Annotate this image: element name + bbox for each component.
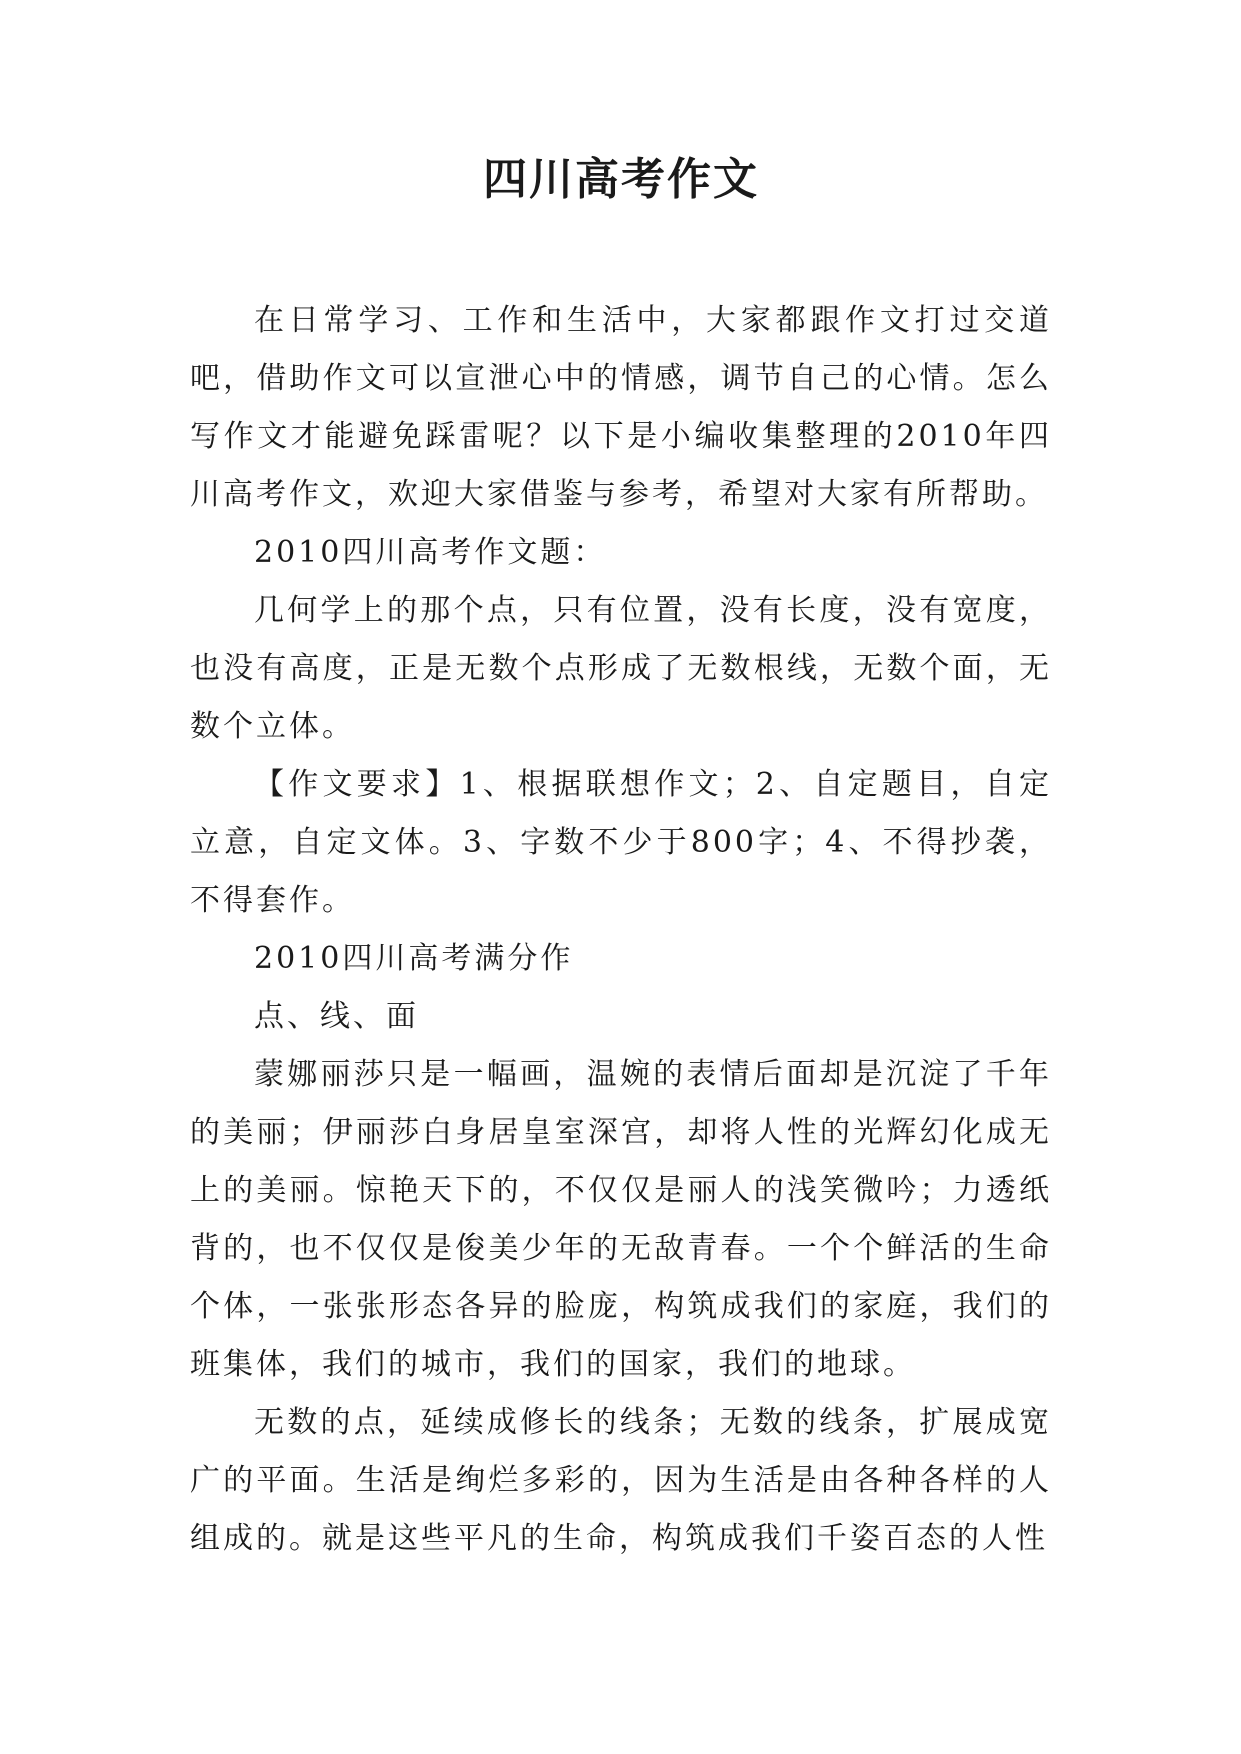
paragraph-essay-heading: 2010四川高考满分作: [254, 941, 574, 976]
paragraph-essay-2: 无数的点，延续成修长的线条；无数的线条，扩展成宽广的平面。生活是绚烂多彩的，因为生活是由各种各样的人组成的。就是这些平凡的生命，构筑成我们千姿百态的人性: [190, 1405, 1052, 1556]
paragraph-essay-1: 蒙娜丽莎只是一幅画，温婉的表情后面却是沉淀了千年的美丽；伊丽莎白身居皇室深宫，却将人性的光辉幻化成无上的美丽。惊艳天下的，不仅仅是丽人的浅笑微吟；力透纸背的，也不仅仅是俊美少年的无敌青春。一个个鲜活的生命个体，一张张形态各异的脸庞，构筑成我们的家庭，我们的班集体，我们的城市，我们的国家，我们的地球。: [190, 1057, 1052, 1382]
paragraph-prompt-heading: 2010四川高考作文题：: [254, 535, 607, 570]
paragraph-prompt: 几何学上的那个点，只有位置，没有长度，没有宽度，也没有高度，正是无数个点形成了无数根线，无数个面，无数个立体。: [190, 593, 1052, 744]
paragraph-essay-title: 点、线、面: [254, 999, 419, 1034]
paragraph-requirements: 【作文要求】1、根据联想作文；2、自定题目，自定立意，自定文体。3、字数不少于800字；4、不得抄袭，不得套作。: [190, 767, 1052, 918]
document-body: [190, 292, 1052, 1568]
document-title: 四川高考作文: [483, 154, 759, 205]
paragraph-intro: 在日常学习、工作和生活中，大家都跟作文打过交道吧，借助作文可以宣泄心中的情感，调节自己的心情。怎么写作文才能避免踩雷呢？以下是小编收集整理的2010年四川高考作文，欢迎大家借鉴与参考，希望对大家有所帮助。: [190, 303, 1052, 512]
